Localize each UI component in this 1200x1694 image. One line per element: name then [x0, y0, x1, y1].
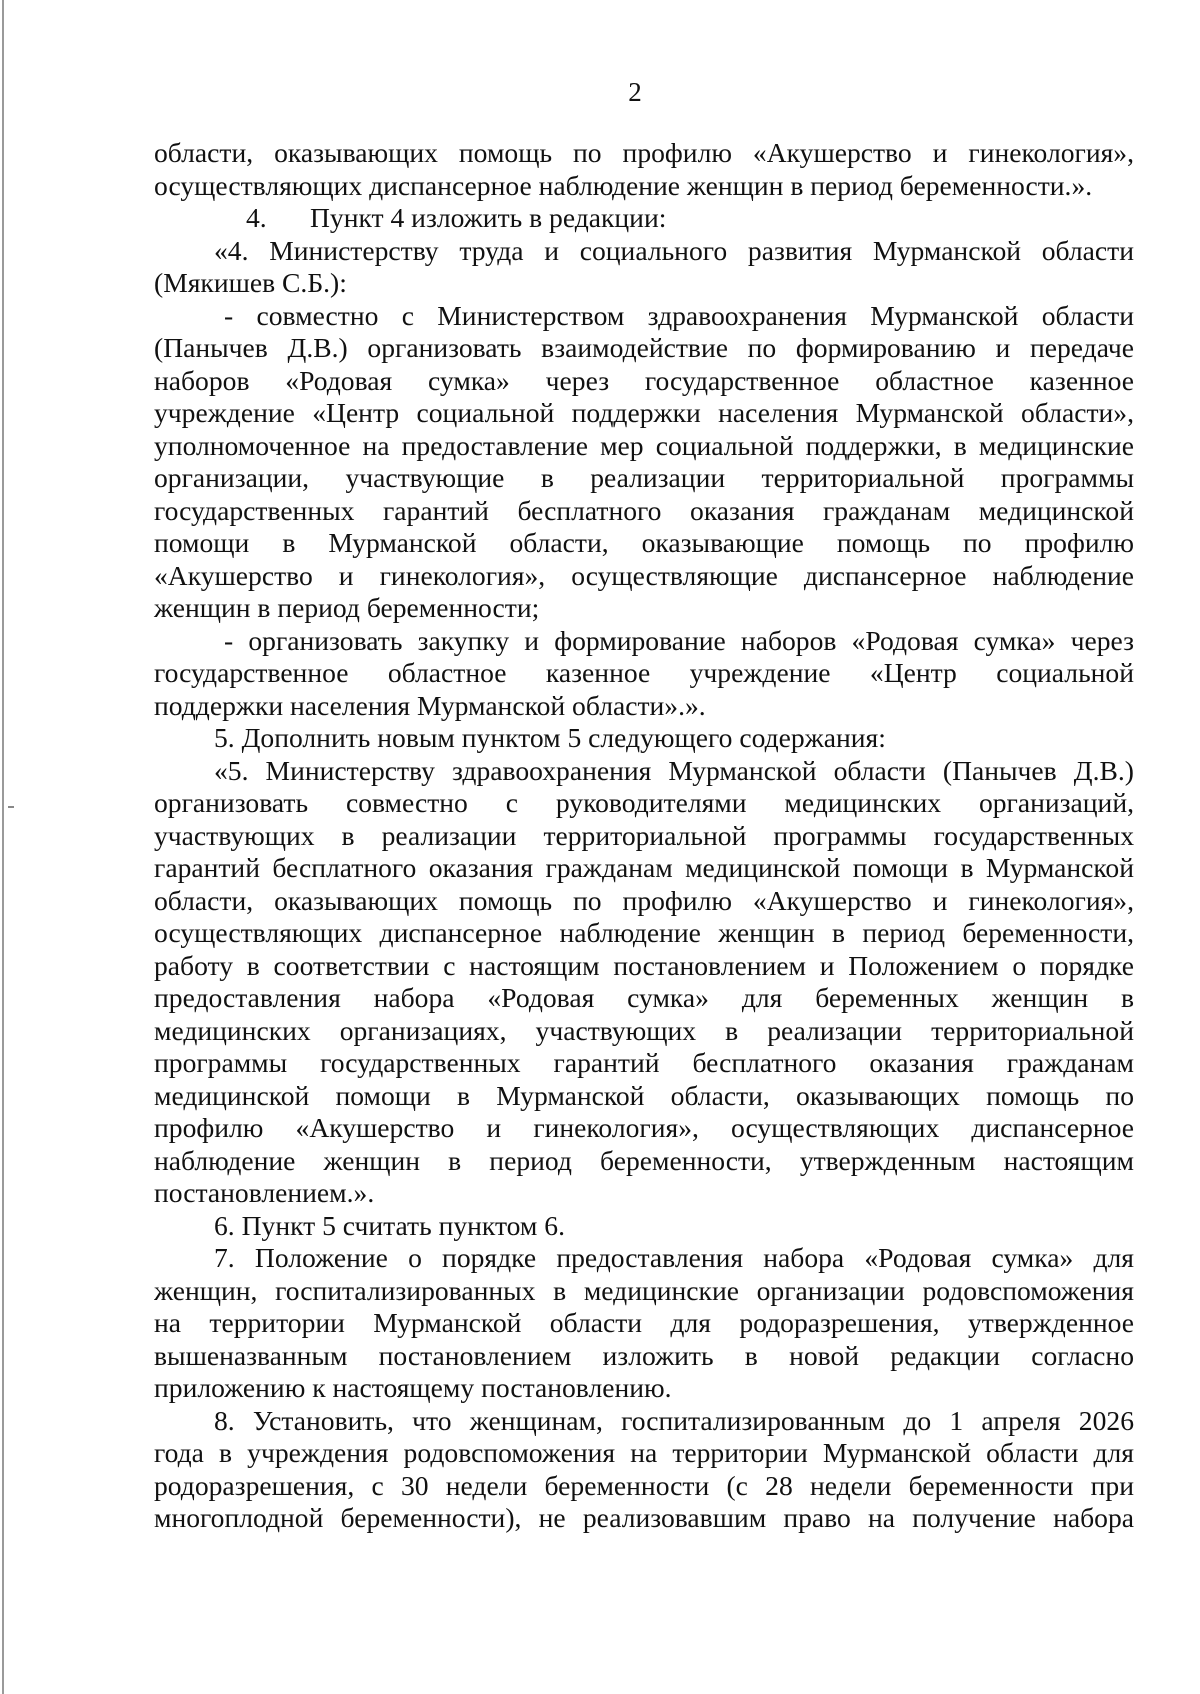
- text-line: государственное областное казенное учреждение «Центр социальной: [154, 657, 1134, 688]
- text-line: года в учреждения родовспоможения на территории Мурманской области для: [154, 1437, 1134, 1468]
- text-line: области, оказывающих помощь по профилю «Акушерство и гинекология»,: [154, 137, 1134, 168]
- item-text: Пункт 4 изложить в редакции:: [310, 202, 667, 233]
- text-line: программы государственных гарантий бесплатного оказания гражданам: [154, 1047, 1134, 1078]
- scan-edge-mark: [8, 806, 14, 808]
- text-line: предоставления набора «Родовая сумка» для беременных женщин в: [154, 982, 1134, 1013]
- text-line: 7. Положение о порядке предоставления набора «Родовая сумка» для: [214, 1242, 1134, 1273]
- text-line: государственных гарантий бесплатного оказания гражданам медицинской: [154, 494, 1134, 526]
- text-line: [154, 202, 1134, 235]
- text-line: организовать совместно с руководителями медицинских организаций,: [154, 787, 1134, 818]
- text-line: родоразрешения, с 30 недели беременности (с 28 недели беременности при: [154, 1469, 1134, 1501]
- document-body: [154, 137, 1134, 1535]
- text-line: поддержки населения Мурманской области».».: [154, 689, 706, 721]
- text-line: наборов «Родовая сумка» через государственное областное казенное: [154, 364, 1134, 396]
- text-line: женщин, госпитализированных в медицинские организации родовспоможения: [154, 1274, 1134, 1306]
- text-line: помощи в Мурманской области, оказывающие помощь по профилю: [154, 527, 1134, 558]
- scan-edge-line: [2, 0, 4, 1694]
- text-line: «5. Министерству здравоохранения Мурманской области (Панычев Д.В.): [214, 754, 1134, 786]
- text-line: приложению к настоящему постановлению.: [154, 1372, 672, 1403]
- text-line: 6. Пункт 5 считать пунктом 6.: [214, 1209, 565, 1241]
- text-line: - совместно с Министерством здравоохранения Мурманской области: [224, 299, 1134, 331]
- text-line: 5. Дополнить новым пунктом 5 следующего содержания:: [214, 722, 886, 753]
- text-line: медицинской помощи в Мурманской области, оказывающих помощь по: [154, 1079, 1134, 1111]
- text-line: - организовать закупку и формирование наборов «Родовая сумка» через: [224, 624, 1134, 656]
- text-line: на территории Мурманской области для родоразрешения, утвержденное: [154, 1307, 1134, 1338]
- text-line: наблюдение женщин в период беременности, утвержденным настоящим: [154, 1144, 1134, 1176]
- text-line: «Акушерство и гинекология», осуществляющие диспансерное наблюдение: [154, 559, 1134, 591]
- text-line: вышеназванным постановлением изложить в новой редакции согласно: [154, 1339, 1134, 1371]
- text-line: медицинских организациях, участвующих в реализации территориальной: [154, 1014, 1134, 1046]
- text-line: организации, участвующие в реализации территориальной программы: [154, 462, 1134, 493]
- text-line: уполномоченное на предоставление мер социальной поддержки, в медицинские: [154, 429, 1134, 461]
- text-line: профилю «Акушерство и гинекология», осуществляющих диспансерное: [154, 1112, 1134, 1143]
- text-line: работу в соответствии с настоящим постановлением и Положением о порядке: [154, 949, 1134, 981]
- text-line: (Мякишев С.Б.):: [154, 267, 347, 298]
- text-line: «4. Министерству труда и социального развития Мурманской области: [214, 234, 1134, 266]
- text-line: многоплодной беременности), не реализовавшим право на получение набора: [154, 1502, 1134, 1533]
- text-line: постановлением.».: [154, 1177, 375, 1208]
- text-line: осуществляющих диспансерное наблюдение женщин в период беременности,: [154, 917, 1134, 948]
- text-line: участвующих в реализации территориальной программы государственных: [154, 819, 1134, 851]
- text-line: области, оказывающих помощь по профилю «Акушерство и гинекология»,: [154, 884, 1134, 916]
- text-line: учреждение «Центр социальной поддержки населения Мурманской области»,: [154, 397, 1134, 428]
- text-line: женщин в период беременности;: [154, 592, 540, 623]
- item-number: 4.: [246, 202, 267, 233]
- text-line: гарантий бесплатного оказания гражданам медицинской помощи в Мурманской: [154, 852, 1134, 883]
- text-line: осуществляющих диспансерное наблюдение женщин в период беременности.».: [154, 169, 1093, 201]
- text-line: (Панычев Д.В.) организовать взаимодействие по формированию и передаче: [154, 332, 1134, 363]
- text-line: 8. Установить, что женщинам, госпитализированным до 1 апреля 2026: [214, 1404, 1134, 1436]
- page-number: 2: [628, 77, 642, 107]
